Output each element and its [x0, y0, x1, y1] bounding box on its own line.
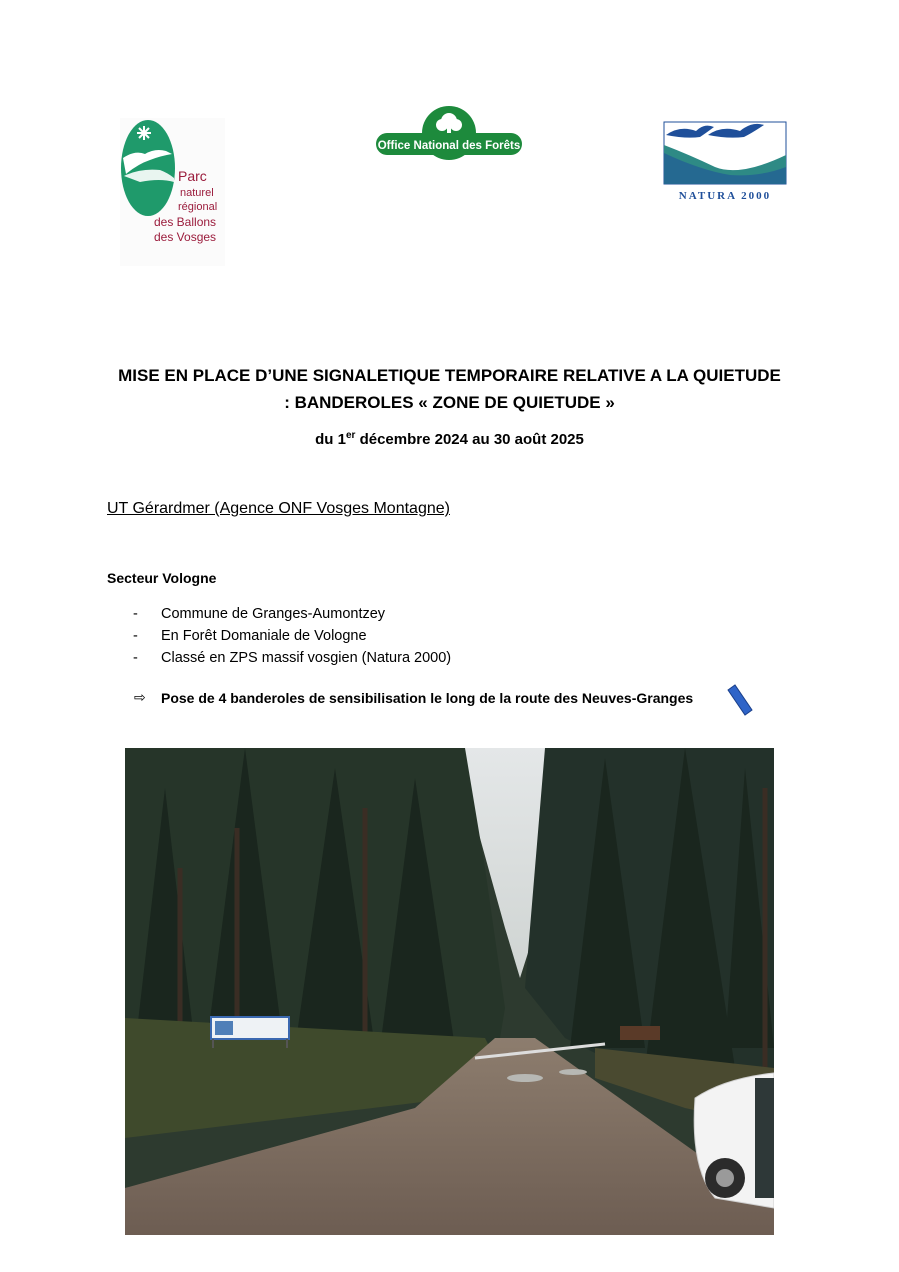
svg-text:★: ★	[710, 156, 716, 163]
list-item	[107, 647, 451, 669]
forest-road-photo	[125, 748, 774, 1235]
bullet-dash: -	[133, 628, 138, 644]
onf-logo	[374, 105, 524, 163]
bullet-text: Commune de Granges-Aumontzey	[161, 606, 386, 622]
natura-2000-logo	[660, 115, 790, 205]
pnr-line1: Parc	[178, 168, 207, 184]
arrow-icon: ⇨	[134, 689, 146, 705]
pnr-line4: des Ballons	[154, 215, 217, 229]
bullet-text: En Forêt Domaniale de Vologne	[161, 628, 367, 644]
ut-heading: UT Gérardmer (Agence ONF Vosges Montagne)	[107, 500, 450, 517]
svg-text:★: ★	[726, 156, 732, 163]
svg-text:★: ★	[722, 162, 728, 169]
date-sup: er	[345, 430, 356, 441]
date-prefix: du 1	[315, 431, 346, 448]
title-line-2: : BANDEROLES « ZONE DE QUIETUDE »	[284, 393, 615, 412]
title-line-1: MISE EN PLACE D’UNE SIGNALETIQUE TEMPORAIRE RELATIVE A LA QUIETUDE	[118, 366, 781, 385]
date-suffix: décembre 2024 au 30 août 2025	[355, 431, 584, 448]
pnr-line2: naturel	[180, 187, 214, 199]
pnr-line5: des Vosges	[154, 230, 217, 244]
bullet-text: Classé en ZPS massif vosgien (Natura 2000)	[161, 650, 452, 666]
bullet-list	[107, 603, 451, 669]
action-text: Pose de 4 banderoles de sensibilisation le long de la route des Neuves-Granges	[161, 689, 694, 706]
sector-heading: Secteur Vologne	[107, 570, 217, 586]
bullet-dash: -	[133, 650, 138, 666]
pnr-line3: régional	[178, 201, 218, 213]
bullet-dash: -	[133, 606, 138, 622]
list-item	[107, 603, 451, 625]
onf-logo-text: Office National des Forêts	[377, 140, 521, 152]
svg-text:★: ★	[718, 154, 724, 161]
action-item	[134, 689, 693, 706]
natura-logo-text: NATURA 2000	[678, 190, 772, 202]
list-item	[107, 625, 451, 647]
pnr-ballons-vosges-logo	[120, 118, 225, 266]
pencil-marker-icon	[726, 684, 754, 718]
svg-text:★: ★	[742, 156, 748, 163]
svg-text:★: ★	[734, 158, 740, 165]
date-range	[60, 425, 839, 451]
document-title	[60, 362, 839, 416]
